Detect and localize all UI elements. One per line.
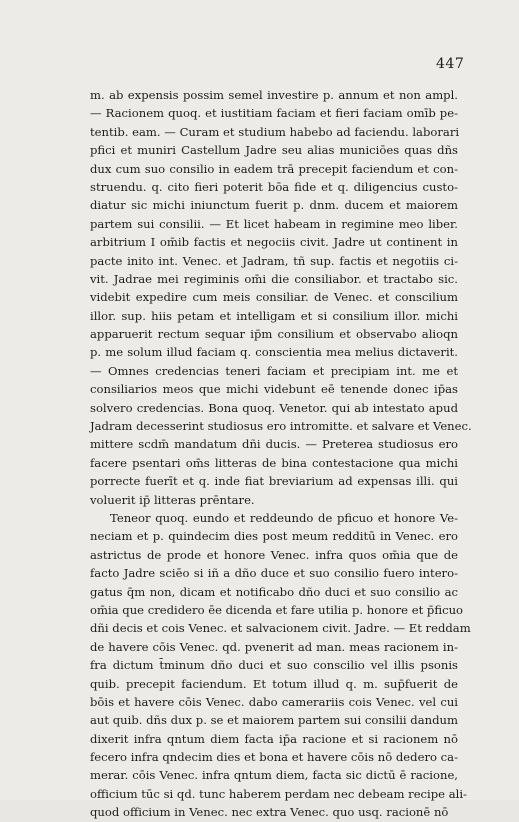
text-line: merar. cōis Venec. infra qntum diem, facta sic dictū ē racione, [90,768,458,783]
text-line: de havere cōis Venec. qd. pvenerit ad man. meas racionem in- [90,639,458,654]
text-line: dñi decis et cois Venec. et salvacionem civit. Jadre. — Et reddam [90,621,471,636]
text-line: quib. precepit faciendum. Et totum illud q. m. sup̄fuerit de [90,676,458,691]
text-line: neciam et p. quindecim dies post meum redditū in Venec. ero [90,529,458,544]
text-line: partem sui consilii. — Et licet habeam in regimine meo liber. [90,216,458,231]
text-line: p. me solum illud faciam q. conscientia mea melius dictaverit. [90,345,458,360]
text-line: porrecte fuerīt et q. inde fiat breviarium ad expensas illi. qui [90,474,458,489]
text-line: pacte inito int. Venec. et Jadram, tñ sup. factis et negotiis ci- [90,253,458,268]
text-line: quod officium in Venec. nec extra Venec. quo usq. racionē nō [90,805,449,820]
text-line: struendu. q. cito fieri poterit bōa fide et q. diligencius custo- [90,179,458,194]
page-number: 447 [436,56,465,72]
text-line: consiliarios meos que michi videbunt eē tenende donec ip̄as [90,382,458,397]
text-line: astrictus de prode et honore Venec. infra quos om̄ia que de [90,547,458,562]
text-line: aut quib. dñs dux p. se et maiorem partem sui consilii dandum [90,713,458,728]
text-line: voluerit ip̄ litteras prēntare. [90,492,255,507]
text-line: dixerit infra qntum diem facta ip̄a racione et si racionem nō [90,731,458,746]
text-line: illor. sup. hiis petam et intelligam et si consilium illor. michi [90,308,458,323]
text-line: pfici et muniri Castellum Jadre seu alias municiōes quas dñs [90,143,458,158]
text-line: facto Jadre sciēo si iñ a dño duce et suo consilio fuero intero- [90,566,458,581]
text-line: — Racionem quoq. et iustitiam faciam et fieri faciam omīb pe- [90,106,458,121]
text-line: officium tūc si qd. tunc haberem perdam nec debeam recipe ali- [90,786,467,801]
text-line: fecero infra qndecim dies et bona et havere cōis nō dedero ca- [90,750,458,765]
text-line: m. ab expensis possim semel investire p. annum et non ampl. [90,88,458,102]
text-line: vit. Jadrae mei regiminis om̄i die consiliabor. et tractabo sic. [90,271,458,286]
text-line: tentib. eam. — Curam et studium habebo ad faciendu. laborari [90,124,460,139]
text-line: fra dictum t̄minum dño duci et suo conscilio vel illis psonis [90,658,458,673]
text-line: bōis et havere cōis Venec. dabo camerariis cois Venec. vel cui [90,694,458,709]
text-line: om̄ia que credidero ēe dicenda et fare utilia p. honore et p̄ficuo [90,602,464,617]
text-line: apparuerit rectum sequar ip̄m consilium et observabo alioqn [90,327,458,342]
text-line: — Omnes credencias teneri faciam et precipiam int. me et [90,363,458,378]
text-line: facere psentari om̄s litteras de bina contestacione qua michi [90,455,458,470]
text-line: Jadram decesserint studiosus ero intromitte. et salvare et Venec. [90,419,472,434]
text-line: Teneor quoq. eundo et reddeundo de pficuo et honore Ve- [110,510,458,525]
text-line: arbitrium I om̄ib factis et negociis civit. Jadre ut continent in [90,235,458,250]
text-line: mittere scdm̄ mandatum dñi ducis. — Preterea studiosus ero [90,437,458,452]
text-line: dux cum suo consilio in eadem trā precepit faciendum et con- [90,161,458,176]
text-line: videbit expedire cum meis consiliar. de Venec. et conscilium [90,290,458,305]
body-text [90,86,472,822]
text-line: diatur sic michi iniunctum fuerit p. dnm. ducem et maiorem [90,198,458,213]
text-line: gatus q̄m non, dicam et notificabo dño duci et suo consilio ac [90,584,458,599]
text-line: solvero credencias. Bona quoq. Venetor. qui ab intestato apud [90,400,458,415]
